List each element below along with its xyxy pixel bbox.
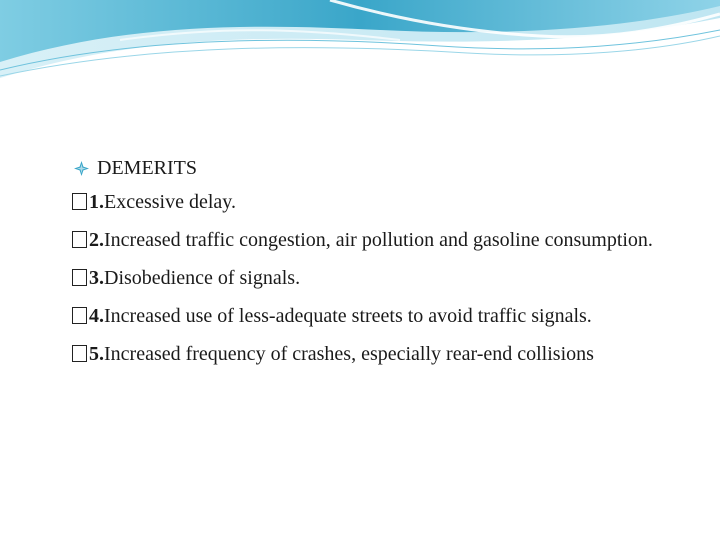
content-area — [74, 154, 674, 376]
missing-glyph-box-icon — [72, 193, 87, 210]
heading-row — [74, 154, 674, 182]
item-number: 4. — [89, 305, 104, 327]
list-item — [74, 186, 674, 218]
missing-glyph-box-icon — [72, 231, 87, 248]
item-number: 5. — [89, 343, 104, 365]
list-item — [74, 300, 674, 332]
item-number: 1. — [89, 191, 104, 213]
item-text: Excessive delay. — [104, 191, 236, 213]
missing-glyph-box-icon — [72, 307, 87, 324]
missing-glyph-box-icon — [72, 345, 87, 362]
heading-text: DEMERITS — [97, 157, 197, 179]
missing-glyph-box-icon — [72, 269, 87, 286]
item-text: Increased traffic congestion, air pollution and gasoline consumption. — [104, 229, 653, 251]
list-item — [74, 262, 674, 294]
item-text: Increased use of less-adequate streets to avoid traffic signals. — [104, 305, 592, 327]
list-item — [74, 338, 674, 370]
item-number: 3. — [89, 267, 104, 289]
demerits-list — [74, 186, 674, 370]
header-wave-decoration — [0, 0, 720, 90]
item-text: Increased frequency of crashes, especially rear-end collisions — [104, 343, 594, 365]
list-item — [74, 224, 674, 256]
item-text: Disobedience of signals. — [104, 267, 301, 289]
item-number: 2. — [89, 229, 104, 251]
diamond-icon — [74, 161, 89, 176]
